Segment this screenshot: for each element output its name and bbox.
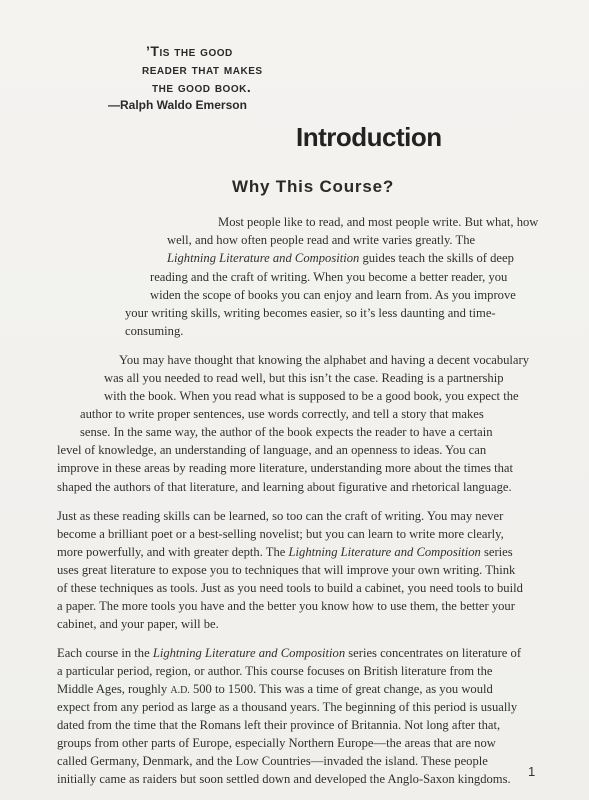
text-line: Each course in the Lightning Literature and Composition series concentrates on literature of <box>57 646 522 660</box>
text-line: expect from any period as large as a thousand years. The beginning of this period is usually <box>57 700 518 714</box>
text-line: author to write proper sentences, use words correctly, and tell a story that makes <box>80 407 484 421</box>
text-line: was all you needed to read well, but this isn’t the case. Reading is a partnership <box>104 371 504 385</box>
book-title: Lightning Literature and Composition <box>167 251 360 265</box>
epigraph <box>108 42 308 114</box>
book-page: ’Tis the good reader that makes the good book. —Ralph Waldo Emerson Introduction Why This Course? Most people like to read, and most people write. But what, how well, and how often people read and write varies greatly. The Lightning Literature and Composition guides teach the skills of deep reading and the craft of writing. When you become a better reader, you widen the scope of books you can enjoy and learn from. As you improve your writing skills, writing becomes easier, so it’s less daunting and time- consuming. You may have thought that knowing the alphabet and having a decent vocabulary was all you needed to read well, but this isn’t the case. Reading is a partnership with the book. When you read what is supposed to be a good book, you expect the author to write proper sentences, use words correctly, and tell a story that makes sense. In the same way, the author of the book expects the reader to have a certain level of knowledge, an understanding of language, and an openness to ideas. You can improve in these areas by reading more literature, understanding more about the times that shaped the authors of that literature, and learning about figurative and rhetorical language. Just as these reading skills can be learned, so too can the craft of writing. You may never become a brilliant poet or a best-selling novelist; but you can learn to write more clearly, more powerfully, and with greater depth. The Lightning Literature and Composition series uses great literature to expose you to techniques that will improve your own writing. Think of these techniques as tools. Just as you need tools to build a cabinet, you need tools to build a paper. The more tools you have and the better you know how to use them, the better your cabinet, and your paper, will be. Each course in the Lightning Literature and Composition series concentrates on literature of a particular period, region, or author. This course focuses on British literature from the Middle Ages, roughly A.D. 500 to 1500. This was a time of great change, as you would expect from any period as large as a thousand years. The beginning of this period is usually dated from the time that the Romans left their province of Britannia. Not long after that, groups from other parts of Europe, especially Northern Europe—the areas that are now called Germany, Denmark, and the Low Countries—invaded the island. These people initially came as raiders but soon settled down and developed the Anglo-Saxon kingdoms. 1 <box>0 0 589 800</box>
text-line: cabinet, and your paper, will be. <box>57 617 219 631</box>
text-line: Middle Ages, roughly A.D. 500 to 1500. This was a time of great change, as you would <box>57 682 493 696</box>
text-line: more powerfully, and with greater depth. The Lightning Literature and Composition series <box>57 545 513 559</box>
text-line: groups from other parts of Europe, especially Northern Europe—the areas that are now <box>57 736 496 750</box>
text-line: consuming. <box>125 324 184 338</box>
text-line: shaped the authors of that literature, and learning about figurative and rhetorical language. <box>57 480 512 494</box>
section-heading: Why This Course? <box>232 177 395 196</box>
text-line: Just as these reading skills can be learned, so too can the craft of writing. You may never <box>57 509 504 523</box>
text-line: a particular period, region, or author. This course focuses on British literature from the <box>57 664 493 678</box>
page-title: Introduction <box>296 122 442 152</box>
text-line: level of knowledge, an understanding of language, and an openness to ideas. You can <box>57 443 487 457</box>
text-line: initially came as raiders but soon settled down and developed the Anglo-Saxon kingdoms. <box>57 772 511 786</box>
page-number: 1 <box>528 764 536 779</box>
epigraph-line: reader that makes <box>142 61 263 77</box>
text-line: improve in these areas by reading more literature, understanding more about the times that <box>57 461 514 475</box>
text-line: a paper. The more tools you have and the better you know how to use them, the better your <box>57 599 515 613</box>
text-line: become a brilliant poet or a best-selling novelist; but you can learn to write more clearly, <box>57 527 504 541</box>
text-line: uses great literature to expose you to techniques that will improve your own writing. Think <box>57 563 516 577</box>
text-line: of these techniques as tools. Just as you need tools to build a cabinet, you need tools to build <box>57 581 523 595</box>
text-line: dated from the time that the Romans left their province of Britannia. Not long after that, <box>57 718 501 732</box>
book-title: Lightning Literature and Composition <box>152 646 346 660</box>
epigraph-line: ’Tis the good <box>146 43 233 59</box>
text-line: You may have thought that knowing the alphabet and having a decent vocabulary <box>119 353 530 367</box>
epigraph-line: the good book. <box>152 79 252 95</box>
book-title: Lightning Literature and Composition <box>288 545 481 559</box>
epigraph-attribution: —Ralph Waldo Emerson <box>108 98 247 112</box>
text-line: called Germany, Denmark, and the Low Countries—invaded the island. These people <box>57 754 488 768</box>
text-line: sense. In the same way, the author of the book expects the reader to have a certain <box>80 425 493 439</box>
text-line: with the book. When you read what is supposed to be a good book, you expect the <box>104 389 519 403</box>
